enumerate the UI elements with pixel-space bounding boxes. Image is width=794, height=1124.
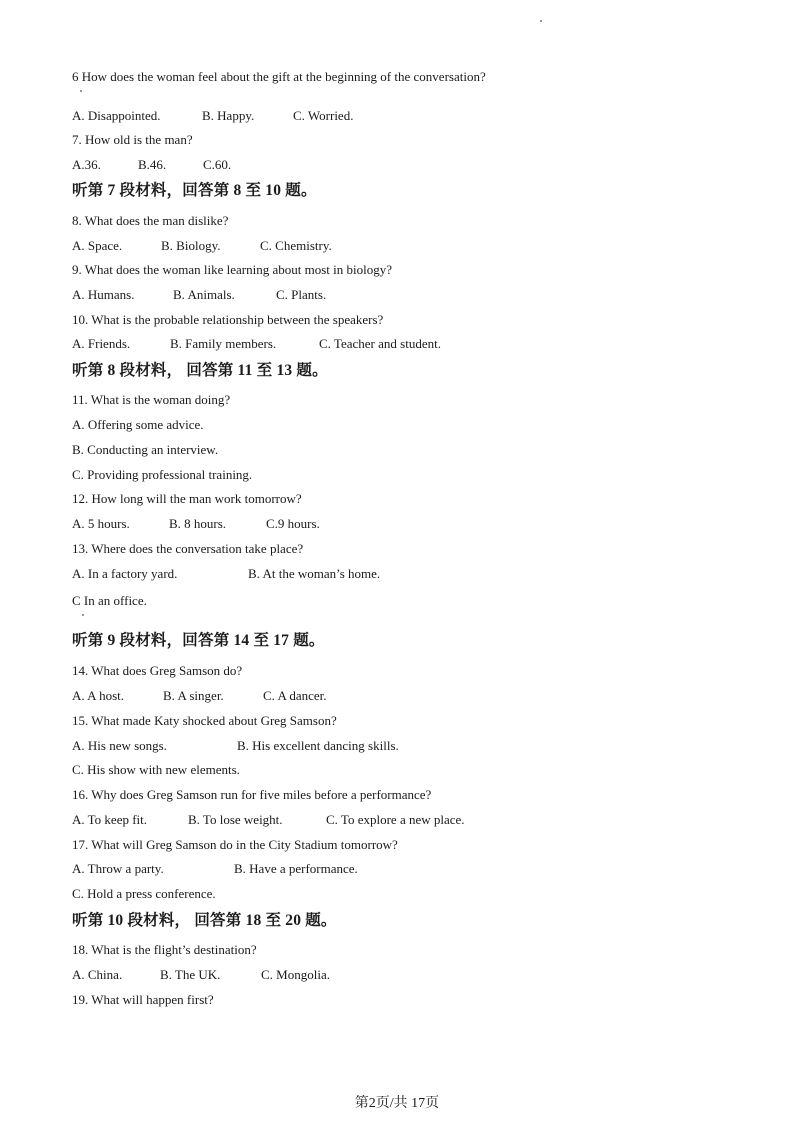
question-9-options <box>72 287 772 303</box>
scan-speck <box>80 90 82 92</box>
option-b: B. A singer. <box>163 688 224 703</box>
question-11-option-a: A. Offering some advice. <box>72 417 204 432</box>
option-c: C. To explore a new place. <box>326 812 465 827</box>
option-b: B. Have a performance. <box>234 861 358 876</box>
option-b: B. Family members. <box>170 336 277 351</box>
option-b: B. Happy. <box>202 108 255 123</box>
option-b: B. His excellent dancing skills. <box>237 738 399 753</box>
question-19-stem: 19. What will happen first? <box>72 992 214 1007</box>
option-b: B. To lose weight. <box>188 812 283 827</box>
option-b: B. The UK. <box>160 967 221 982</box>
option-a: A. Space. <box>72 238 123 253</box>
question-9-stem: 9. What does the woman like learning about most in biology? <box>72 262 393 277</box>
question-11-option-c: C. Providing professional training. <box>72 467 253 482</box>
option-c: C. Mongolia. <box>261 967 330 982</box>
question-17-options <box>72 861 772 877</box>
section-heading-7: 听第 7 段材料，回答第 8 至 10 题。 <box>72 182 317 199</box>
option-a: A. In a factory yard. <box>72 566 178 581</box>
question-18-stem: 18. What is the flight’s destination? <box>72 942 257 957</box>
question-10-options <box>72 336 772 352</box>
option-c: C.60. <box>203 157 232 172</box>
question-11-stem: 11. What is the woman doing? <box>72 392 231 407</box>
option-c: C. Chemistry. <box>260 238 332 253</box>
section-heading-10: 听第 10 段材料， 回答第 18 至 20 题。 <box>72 912 337 929</box>
option-b: B. Animals. <box>173 287 235 302</box>
question-16-options <box>72 812 772 828</box>
option-a: A. To keep fit. <box>72 812 148 827</box>
question-6-stem: 6 How does the woman feel about the gift at the beginning of the conversation? <box>72 69 486 84</box>
option-a: A. Throw a party. <box>72 861 164 876</box>
question-18-options <box>72 967 772 983</box>
question-12-stem: 12. How long will the man work tomorrow? <box>72 491 302 506</box>
option-c: C. Plants. <box>276 287 327 302</box>
option-a: A.36. <box>72 157 101 172</box>
option-a: A. Disappointed. <box>72 108 161 123</box>
option-b: B.46. <box>138 157 167 172</box>
option-c: C. Worried. <box>293 108 354 123</box>
option-a: A. China. <box>72 967 123 982</box>
question-15-options <box>72 738 772 754</box>
question-7-options <box>72 157 772 173</box>
question-12-options <box>72 516 772 532</box>
question-8-stem: 8. What does the man dislike? <box>72 213 229 228</box>
question-14-stem: 14. What does Greg Samson do? <box>72 663 243 678</box>
option-a: A. 5 hours. <box>72 516 130 531</box>
option-a: A. Humans. <box>72 287 135 302</box>
question-17-option-c: C. Hold a press conference. <box>72 886 216 901</box>
option-a: A. Friends. <box>72 336 131 351</box>
question-10-stem: 10. What is the probable relationship between the speakers? <box>72 312 384 327</box>
question-13-stem: 13. Where does the conversation take place? <box>72 541 304 556</box>
option-a: A. A host. <box>72 688 125 703</box>
scan-speck <box>82 614 84 616</box>
option-c: C. Teacher and student. <box>319 336 441 351</box>
option-b: B. Biology. <box>161 238 221 253</box>
section-heading-9: 听第 9 段材料，回答第 14 至 17 题。 <box>72 632 325 649</box>
question-16-stem: 16. Why does Greg Samson run for five miles before a performance? <box>72 787 432 802</box>
question-11-option-b: B. Conducting an interview. <box>72 442 219 457</box>
option-c: C. A dancer. <box>263 688 327 703</box>
question-8-options <box>72 238 772 254</box>
scan-speck <box>540 20 542 22</box>
question-13-options <box>72 566 772 582</box>
page-footer: 第2页/共 17页 <box>354 1096 440 1111</box>
section-heading-8: 听第 8 段材料， 回答第 11 至 13 题。 <box>72 362 328 379</box>
question-6-options <box>72 108 772 124</box>
option-b: B. 8 hours. <box>169 516 227 531</box>
question-7-stem: 7. How old is the man? <box>72 132 193 147</box>
option-b: B. At the woman’s home. <box>248 566 381 581</box>
question-13-option-c: C In an office. <box>72 593 147 608</box>
question-17-stem: 17. What will Greg Samson do in the City Stadium tomorrow? <box>72 837 398 852</box>
question-15-option-c: C. His show with new elements. <box>72 762 240 777</box>
option-c: C.9 hours. <box>266 516 320 531</box>
question-14-options <box>72 688 772 704</box>
option-a: A. His new songs. <box>72 738 167 753</box>
question-15-stem: 15. What made Katy shocked about Greg Samson? <box>72 713 337 728</box>
